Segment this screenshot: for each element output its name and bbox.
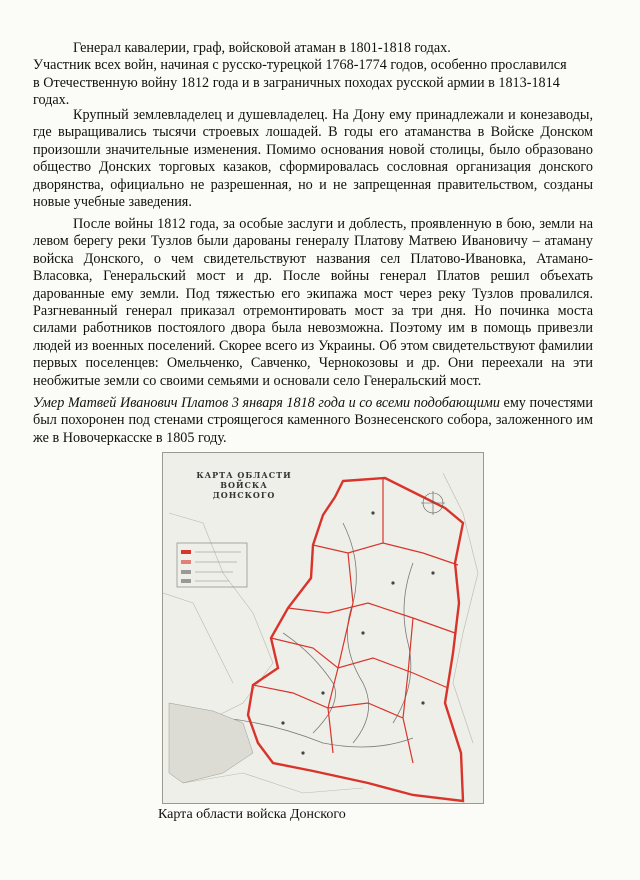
paragraph-landowner: Крупный землевладелец и душевладелец. На Дону ему принадлежали и конезаводы, где выращивались тысячи строевых лошадей. В годы его атаманства в Войске Донском произошли значительные изменения. Помимо основания новой столицы, было образовано общество Донских торговых казаков, сформировалась сословная организация донского дворянства, официально не разрешенная, но и не запрещенная правительством, созданы новые учебные заведения.: [33, 107, 593, 211]
territory-border: [248, 478, 463, 801]
district-borders: [253, 478, 458, 763]
map-drawing: [163, 453, 484, 804]
line-title: Генерал кавалерии, граф, войсковой атаман в 1801-1818 годах.: [73, 40, 451, 56]
map-title: КАРТА ОБЛАСТИ ВОЙСКА ДОНСКОГО: [196, 470, 292, 500]
paragraph-biography: [33, 40, 593, 110]
paragraph-after-war: После войны 1812 года, за особые заслуги и доблесть, проявленную в бою, земли на левом берегу реки Тузлов были дарованы генералу Платову Матвею Ивановичу – атаману войска Донского, о чем свидетельствуют названия сел Платово-Ивановка, Атамано-Власовка, Генеральский мост и др. После войны генерал Платов решил объехать дарованные ему земли. Под тяжестью его экипажа мост через реку Тузлов провалился. Разгневанный генерал приказал отремонтировать мост за три дня. Но починка моста силами работников постоялого двора была невозможна. Поэтому им в помощь привезли людей из военных поселений. Скорее всего из Украины. Об этом свидетельствуют фамилии первых поселенцев: Омельченко, Савченко, Чернокозовы и др. Они переехали на эти необжитые земли со своими семьями и основали село Генеральский мост.: [33, 216, 593, 389]
map-rivers: [223, 523, 413, 747]
sea-area: [169, 703, 253, 783]
line: Участник всех войн, начиная с русско-турецкой 1768-1774 годов, особенно прославился: [33, 57, 567, 74]
death-text-rest: ему почестями был похоронен под стенами строящегося каменного Вознесенского собора, заложенного им же в Новочеркасске в 1805 году.: [33, 395, 593, 446]
italic-death-text: Умер Матвей Иванович Платов 3 января 1818 года и со всеми подобающими: [33, 395, 500, 411]
map-image: [162, 452, 484, 804]
line: в Отечественную войну 1812 года и в заграничных походах русской армии в 1813-1814: [33, 74, 560, 91]
map-compass: [421, 491, 445, 515]
map-legend: [177, 543, 247, 587]
line: годах.: [33, 92, 70, 109]
map-caption: Карта области войска Донского: [158, 807, 346, 822]
paragraph-death: [33, 395, 593, 447]
